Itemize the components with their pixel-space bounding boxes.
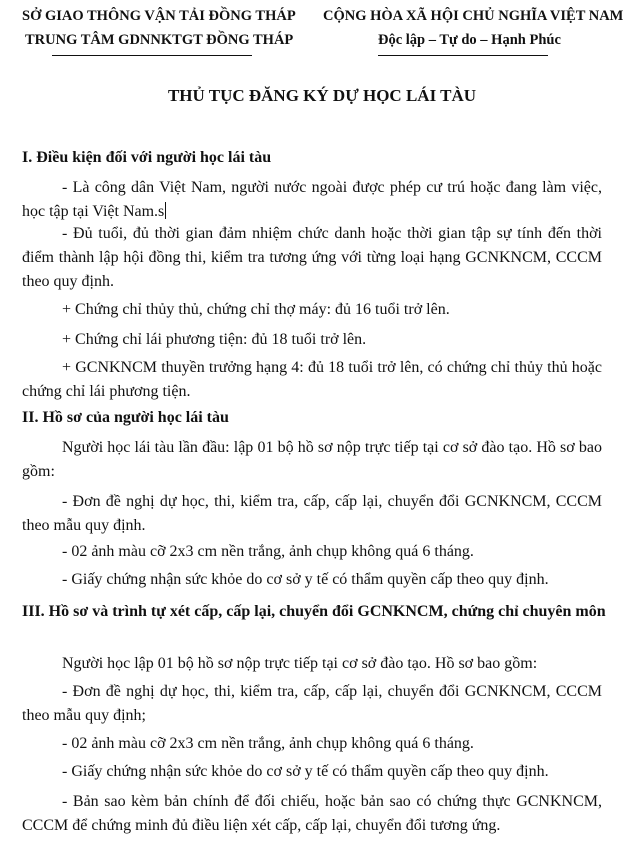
paragraph: - Là công dân Việt Nam, người nước ngoài được phép cư trú hoặc đang làm việc, học tập tại Việt Nam.s (22, 179, 602, 220)
paragraph: Người học lập 01 bộ hồ sơ nộp trực tiếp tại cơ sở đào tạo. Hồ sơ bao gồm: (62, 655, 538, 672)
paragraph: - Bản sao kèm bản chính để đối chiếu, hoặc bản sao có chứng thực GCNKNCM, CCCM để chứng minh đủ điều liện xét cấp, cấp lại, chuyển đổi tương ứng. (22, 793, 602, 834)
paragraph: Người học lái tàu lần đầu: lập 01 bộ hồ sơ nộp trực tiếp tại cơ sở đào tạo. Hồ sơ bao gồm: (22, 439, 602, 480)
document-title: THỦ TỤC ĐĂNG KÝ DỰ HỌC LÁI TÀU (167, 86, 477, 105)
section-heading: III. Hồ sơ và trình tự xét cấp, cấp lại, chuyển đổi GCNKNCM, chứng chỉ chuyên môn (22, 603, 606, 620)
paragraph: + Chứng chỉ lái phương tiện: đủ 18 tuổi trở lên. (62, 331, 367, 348)
center-name: TRUNG TÂM GDNNKTGT ĐỒNG THÁP (25, 32, 294, 48)
paragraph: + GCNKNCM thuyền trưởng hạng 4: đủ 18 tuổi trở lên, có chứng chỉ thủy thủ hoặc chứng chỉ lái phương tiện. (22, 359, 602, 400)
agency-name: SỞ GIAO THÔNG VẬN TẢI ĐỒNG THÁP (22, 8, 296, 24)
national-motto: Độc lập – Tự do – Hạnh Phúc (378, 32, 561, 48)
paragraph: + Chứng chỉ thủy thủ, chứng chỉ thợ máy: đủ 16 tuổi trở lên. (62, 301, 450, 318)
national-title: CỘNG HÒA XÃ HỘI CHỦ NGHĨA VIỆT NAM (323, 8, 624, 24)
paragraph: - Đơn đề nghị dự học, thi, kiểm tra, cấp, cấp lại, chuyển đổi GCNKNCM, CCCM theo mẫu quy định. (22, 493, 602, 534)
text-cursor (165, 202, 166, 219)
paragraph: - Giấy chứng nhận sức khỏe do cơ sở y tế có thẩm quyền cấp theo quy định. (62, 763, 549, 780)
paragraph: - Giấy chứng nhận sức khỏe do cơ sở y tế có thẩm quyền cấp theo quy định. (62, 571, 549, 588)
paragraph: - 02 ảnh màu cỡ 2x3 cm nền trắng, ảnh chụp không quá 6 tháng. (62, 735, 474, 752)
right-header-underline (378, 55, 548, 56)
paragraph: - Đủ tuổi, đủ thời gian đảm nhiệm chức danh hoặc thời gian tập sự tính đến thời điểm thành lập hội đồng thi, kiểm tra tương ứng với từng loại hạng GCNKNCM, CCCM theo quy định. (22, 225, 602, 290)
paragraph: - Đơn đề nghị dự học, thi, kiểm tra, cấp, cấp lại, chuyển đổi GCNKNCM, CCCM theo mẫu quy định; (22, 683, 602, 724)
section-heading: I. Điều kiện đối với người học lái tàu (22, 149, 272, 166)
left-header-underline (52, 55, 252, 56)
paragraph: - 02 ảnh màu cỡ 2x3 cm nền trắng, ảnh chụp không quá 6 tháng. (62, 543, 474, 560)
section-heading: II. Hồ sơ của người học lái tàu (22, 409, 229, 426)
